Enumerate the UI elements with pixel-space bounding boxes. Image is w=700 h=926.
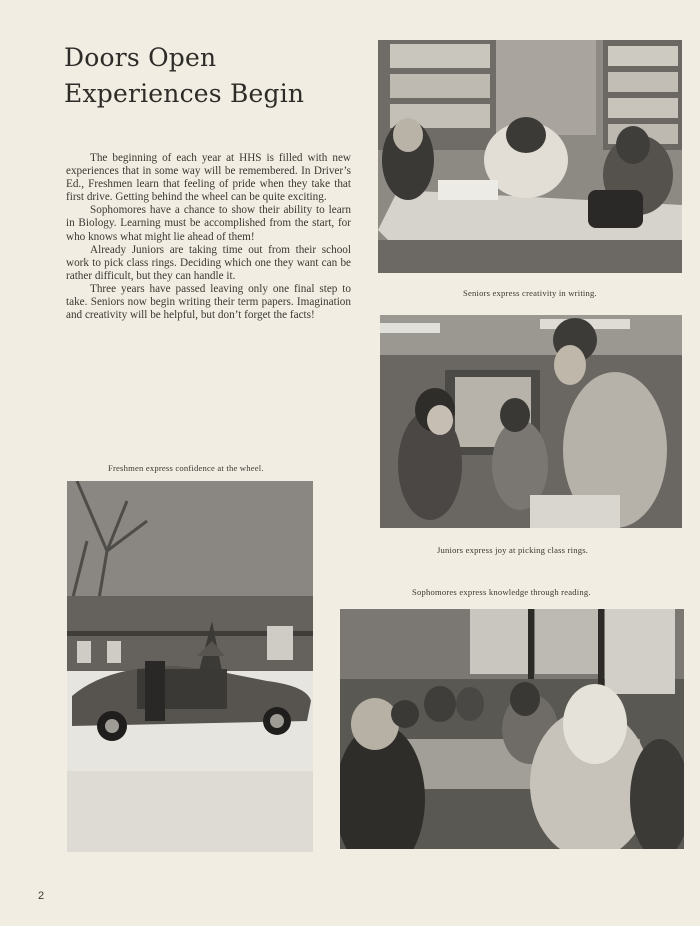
page-title — [64, 40, 304, 112]
seniors-writing-photo — [378, 40, 682, 273]
paragraph-sophomores: Sophomores have a chance to show their ability to learn in Biology. Learning must be accomplished from the start, for who knows what might lie ahead of them! — [66, 204, 351, 243]
page-number: 2 — [38, 890, 45, 902]
title-line-1: Doors Open — [64, 43, 217, 72]
paragraph-seniors: Three years have passed leaving only one final step to take. Seniors now begin writing their term papers. Imagination and creativity will be helpful, but don’t forget the facts! — [66, 282, 351, 322]
body-text — [66, 152, 351, 322]
juniors-rings-photo — [380, 315, 682, 528]
juniors-caption: Juniors express joy at picking class rings. — [437, 545, 589, 555]
paragraph-freshmen: The beginning of each year at HHS is filled with new experiences that in some way will be remembered. In Driver’s Ed., Freshmen learn that feeling of pride when they take that first drive. Getting behind the wheel can be quite exciting. — [66, 152, 351, 204]
freshmen-caption: Freshmen express confidence at the wheel. — [108, 463, 264, 473]
title-line-2: Experiences Begin — [64, 79, 305, 108]
seniors-caption: Seniors express creativity in writing. — [463, 288, 597, 298]
sophomores-caption: Sophomores express knowledge through reading. — [412, 587, 591, 597]
freshmen-driving-photo — [67, 481, 313, 852]
sophomores-reading-photo — [340, 609, 684, 849]
paragraph-juniors: Already Juniors are taking time out from their school work to pick class rings. Deciding which one they want can be rather difficult, but they can handle it. — [66, 243, 351, 282]
